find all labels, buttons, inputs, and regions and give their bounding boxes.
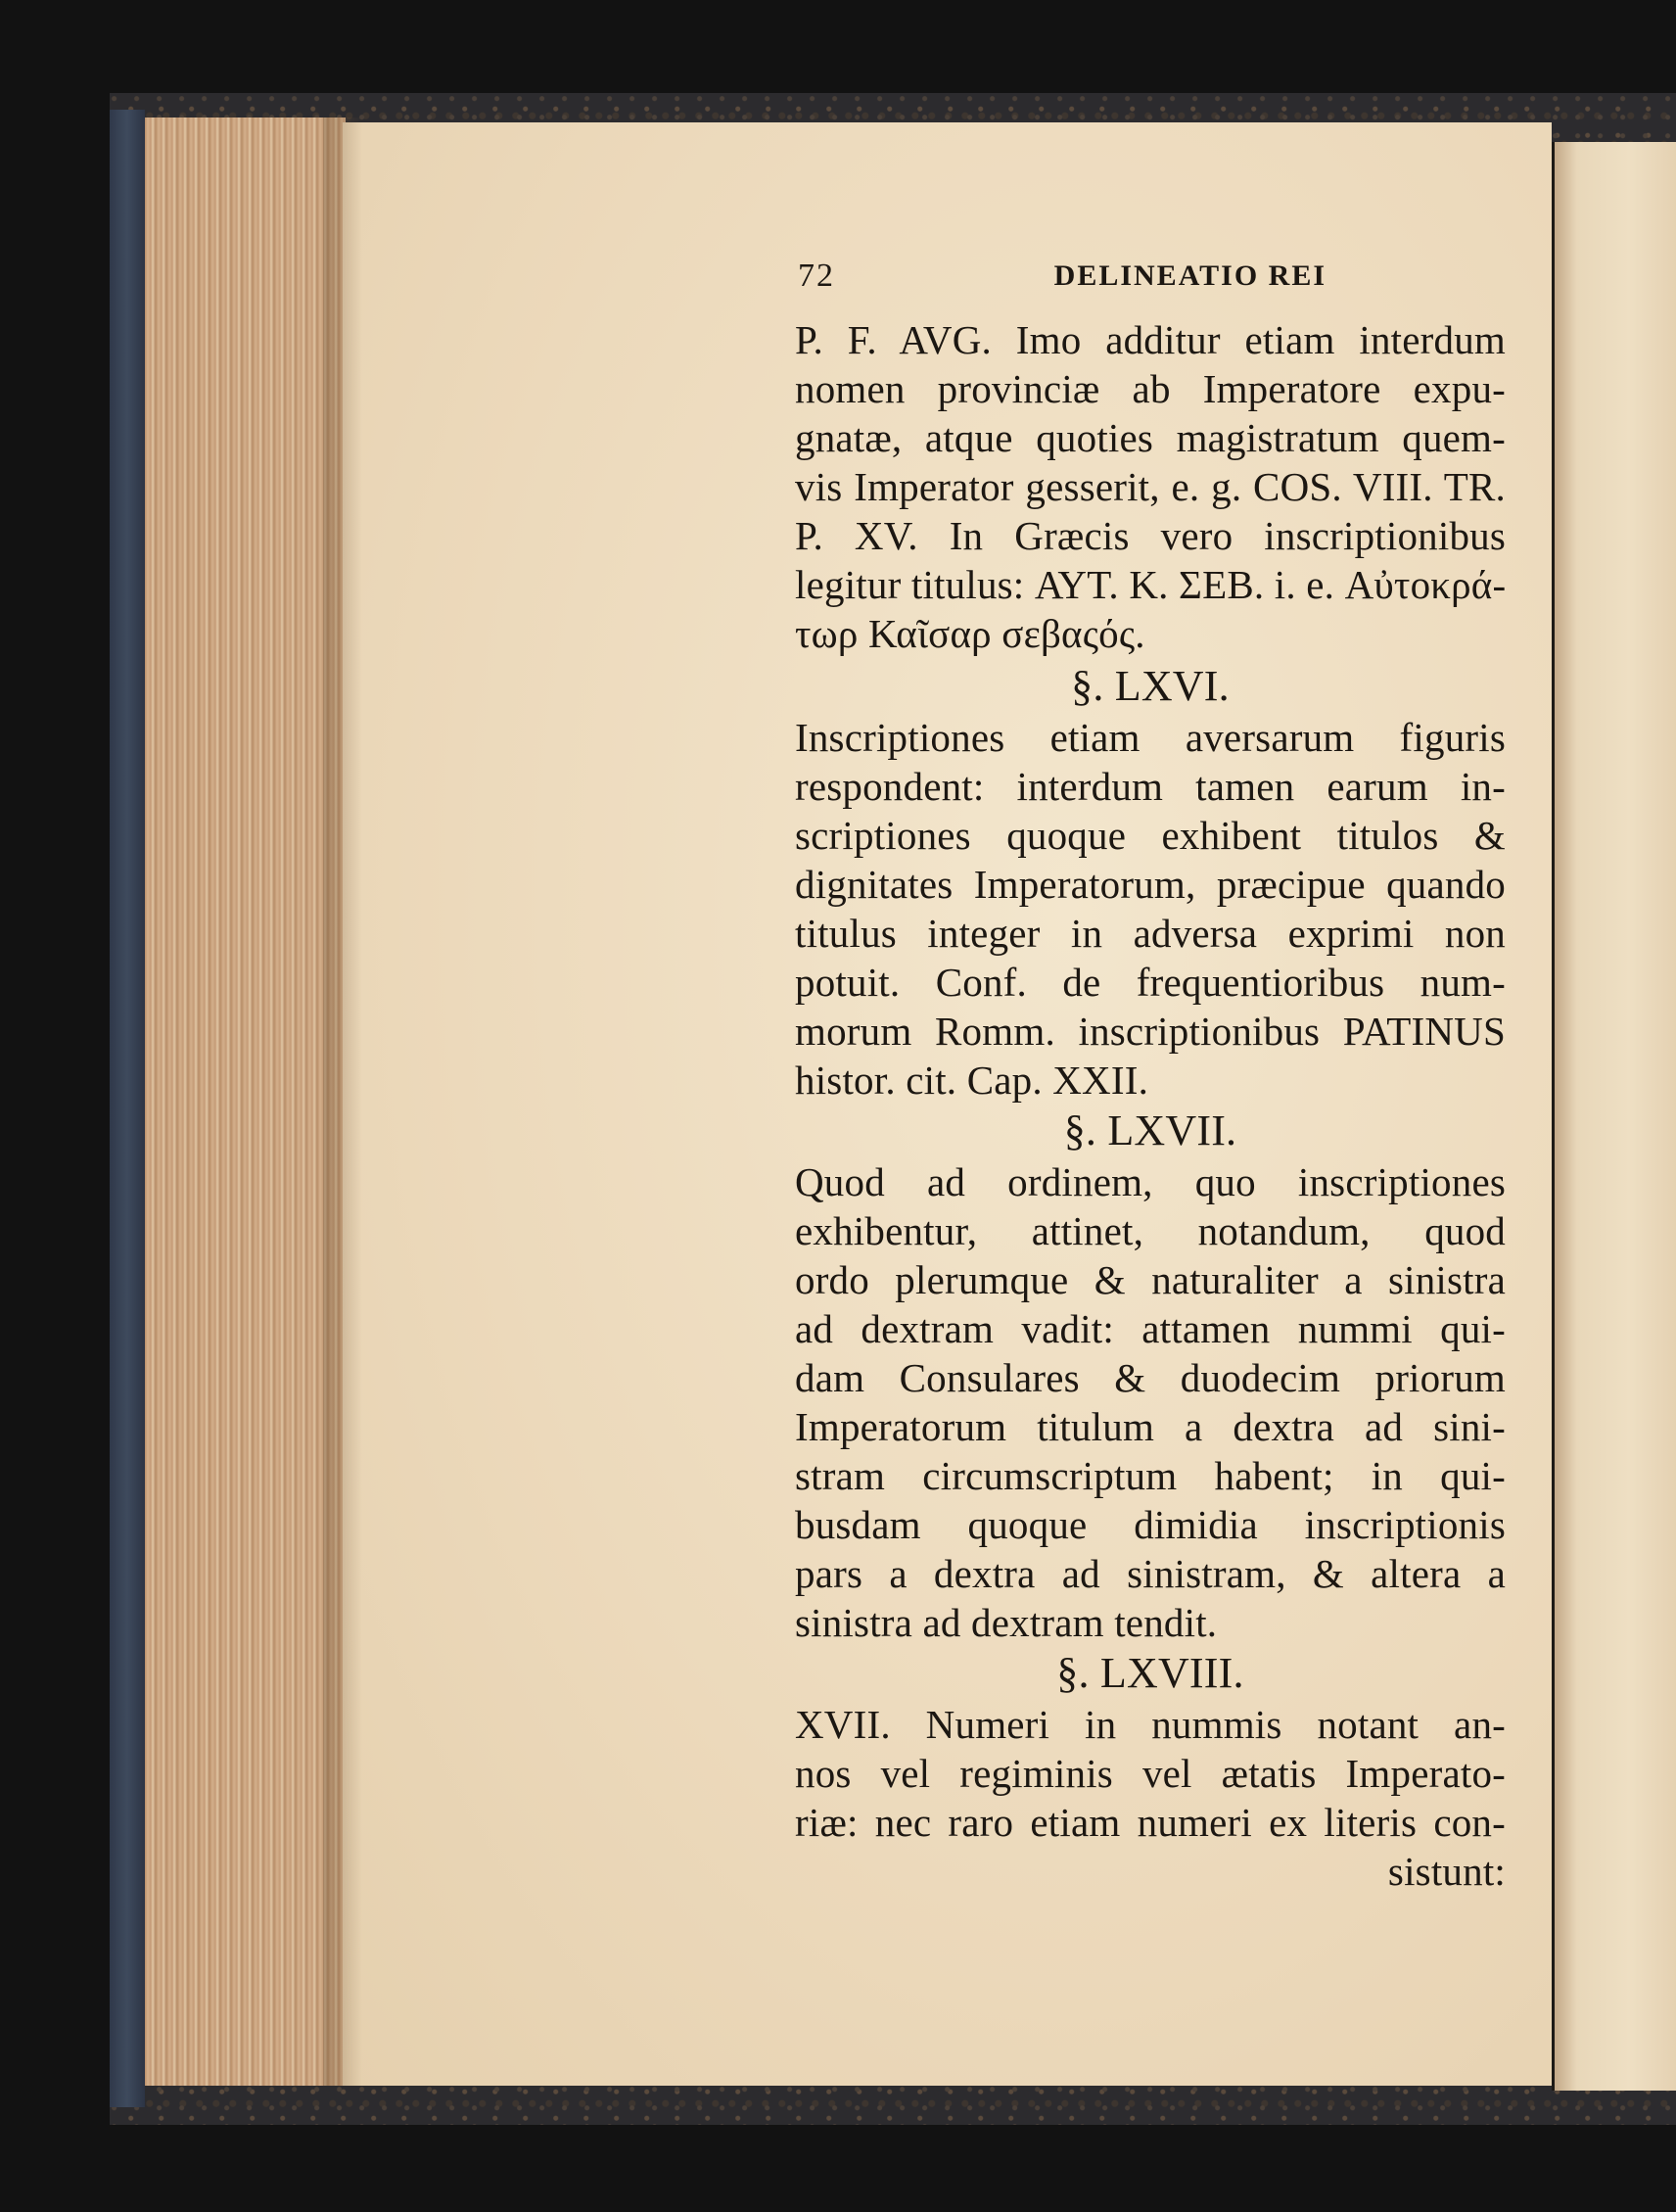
text-line: respondent: interdum tamen earum in- xyxy=(795,764,1506,809)
text-line: scriptiones quoque exhibent titulos & xyxy=(795,813,1506,858)
text-line: exhibentur, attinet, notandum, quod xyxy=(795,1208,1506,1253)
text-line: gnatæ, atque quoties magistratum quem- xyxy=(795,415,1506,460)
text-line: potuit. Conf. de frequentioribus num- xyxy=(795,960,1506,1005)
text-line: sinistra ad dextram tendit. xyxy=(795,1600,1218,1645)
text-line: dignitates Imperatorum, præcipue quando xyxy=(795,862,1506,907)
text-line: histor. cit. Cap. XXII. xyxy=(795,1058,1149,1103)
text-line: dam Consulares & duodecim priorum xyxy=(795,1355,1506,1400)
section-heading: §. LXVI. xyxy=(1071,662,1230,710)
text-line: ad dextram vadit: attamen nummi qui- xyxy=(795,1306,1506,1351)
text-line: Imperatorum titulum a dextra ad sini- xyxy=(795,1404,1506,1449)
text-line: morum Romm. inscriptionibus PATINUS xyxy=(795,1009,1506,1054)
text-line: τωρ Καῖσαρ σεβαςός. xyxy=(795,611,1145,656)
text-line: nomen provinciæ ab Imperatore expu- xyxy=(795,366,1506,411)
text-line: vis Imperator gesserit, e. g. COS. VIII. TR. xyxy=(795,464,1506,509)
text-line: busdam quoque dimidia inscriptionis xyxy=(795,1502,1506,1547)
text-line: Quod ad ordinem, quo inscriptiones xyxy=(795,1159,1506,1204)
section-heading: §. LXVII. xyxy=(1063,1106,1237,1154)
running-title: DELINEATIO REI xyxy=(1053,259,1327,292)
catchword-line: sistunt: xyxy=(1387,1849,1506,1894)
section-heading: §. LXVIII. xyxy=(1056,1649,1244,1697)
text-line: nos vel regiminis vel ætatis Imperato- xyxy=(795,1751,1506,1796)
text-line: legitur titulus: ΑΥΤ. Κ. ΣΕΒ. i. e. Αὐτοκρά- xyxy=(795,562,1507,607)
text-line: titulus integer in adversa exprimi non xyxy=(795,911,1506,956)
text-line: stram circumscriptum habent; in qui- xyxy=(795,1453,1506,1498)
running-header xyxy=(798,257,1327,296)
text-line: P. XV. In Græcis vero inscriptionibus xyxy=(795,513,1506,558)
text-line: Inscriptiones etiam aversarum figuris xyxy=(795,715,1506,760)
page-number: 72 xyxy=(798,258,835,294)
text-line: riæ: nec raro etiam numeri ex literis con- xyxy=(795,1800,1506,1845)
text-line: pars a dextra ad sinistram, & altera a xyxy=(795,1551,1506,1596)
text-line: P. F. AVG. Imo additur etiam interdum xyxy=(795,317,1506,362)
text-line: ordo plerumque & naturaliter a sinistra xyxy=(795,1257,1506,1302)
text-line: XVII. Numeri in nummis notant an- xyxy=(795,1702,1506,1747)
